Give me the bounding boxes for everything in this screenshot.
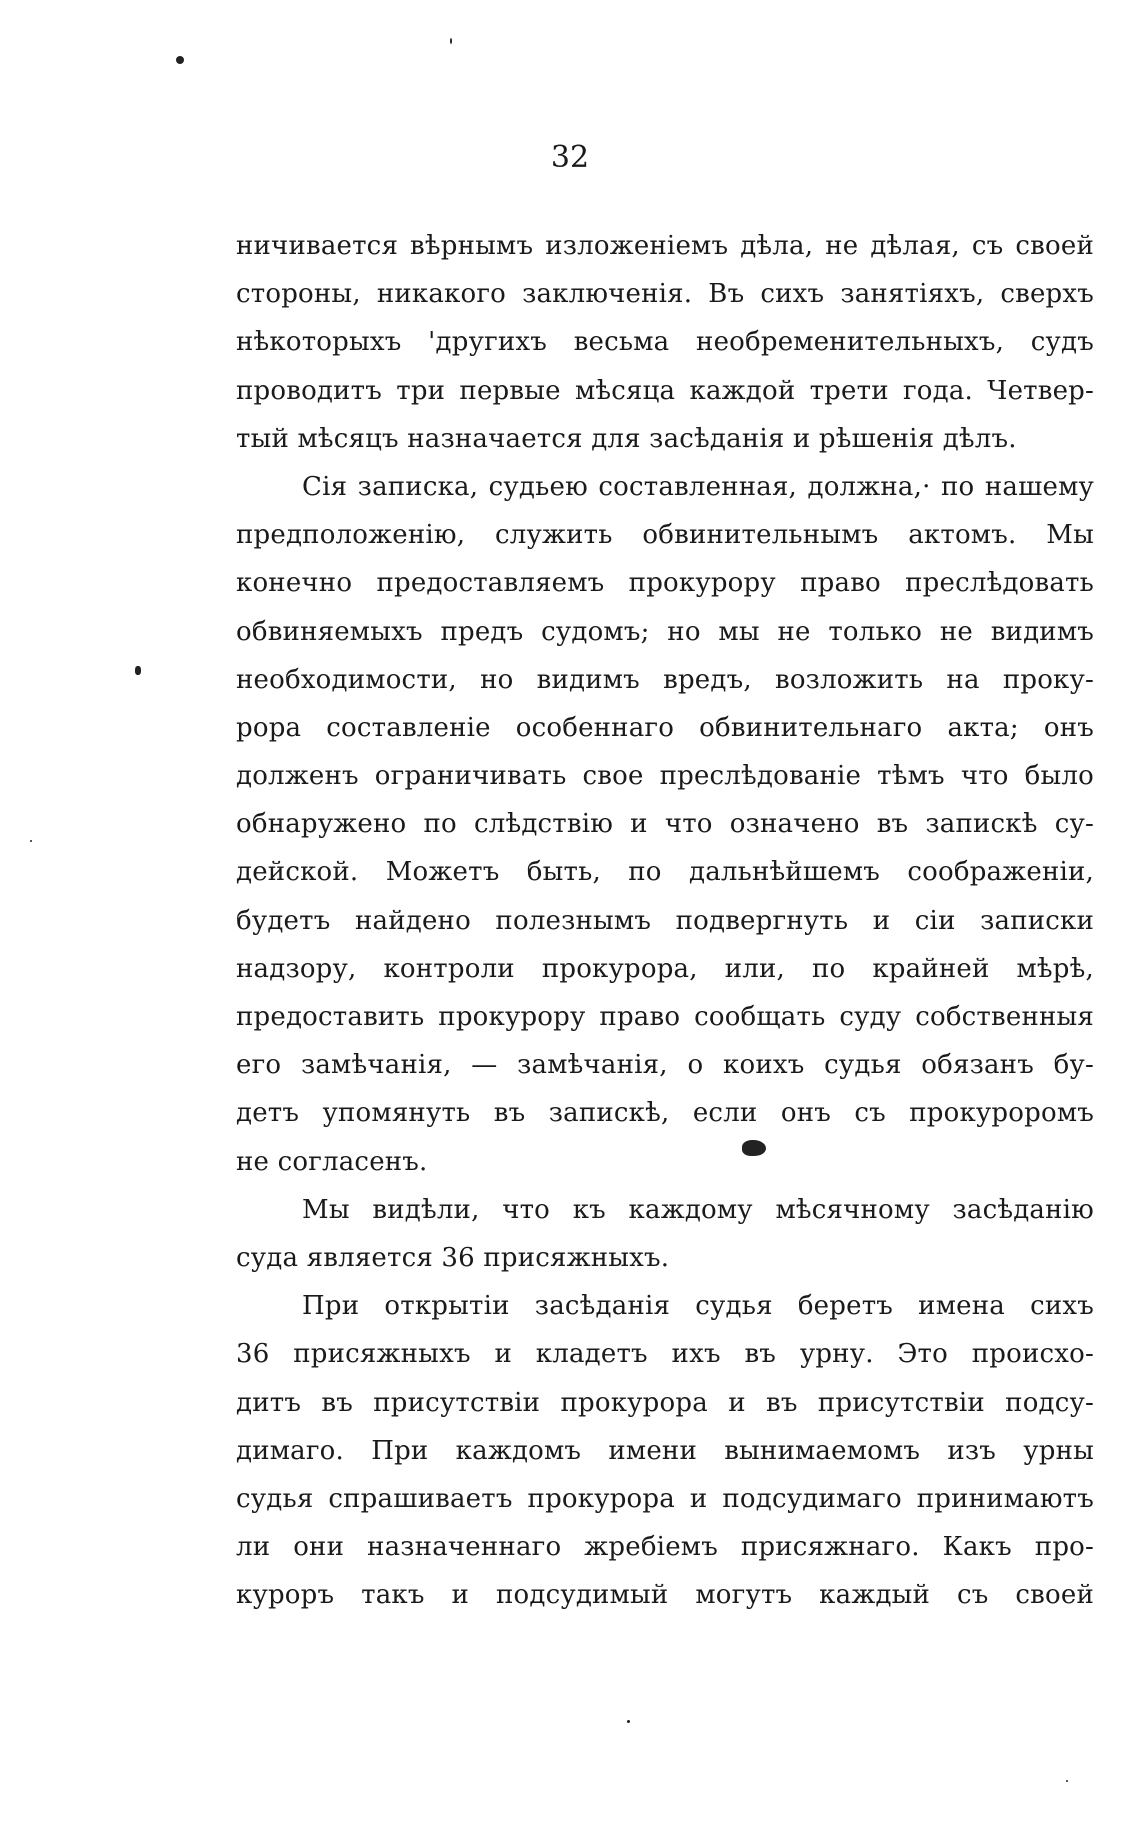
ink-speck [742,1140,766,1156]
text-line: необходимости, но видимъ вредъ, возложить на проку- [236,664,1094,695]
text-line: тый мѣсяцъ назначается для засѣданія и рѣшенія дѣлъ. [236,423,1017,454]
text-line: ничивается вѣрнымъ изложеніемъ дѣла, не дѣлая, съ своей [236,231,1094,261]
text-line: его замѣчанія, — замѣчанія, о коихъ судья обязанъ бу- [236,1050,1094,1081]
ink-speck [176,56,184,64]
text-line: нѣкоторыхъ 'другихъ весьма необременительныхъ, судъ [236,327,1094,358]
text-line: будетъ найдено полезнымъ подвергнуть и сіи записки [236,905,1094,936]
paragraph-1 [236,222,1094,463]
text-line: ли они назначеннаго жребіемъ присяжнаго. Какъ про- [236,1532,1094,1563]
text-line: дейской. Можетъ быть, по дальнѣйшемъ соображеніи, [236,857,1094,888]
text-line: судья спрашиваетъ прокурора и подсудимаго принимаютъ [236,1483,1094,1514]
text-line: куроръ такъ и подсудимый могутъ каждый съ своей [236,1580,1094,1611]
text-line: стороны, никакого заключенія. Въ сихъ занятіяхъ, сверхъ [236,279,1094,310]
text-line: Мы видѣли, что къ каждому мѣсячному засѣданію [302,1194,1094,1225]
ink-speck [135,666,141,675]
text-line: конечно предоставляемъ прокурору право преслѣдовать [236,568,1094,599]
text-line: рора составленіе особеннаго обвинительнаго акта; онъ [236,712,1094,743]
text-line: суда является 36 присяжныхъ. [236,1242,670,1273]
ink-speck [450,38,452,44]
text-line: 36 присяжныхъ и кладетъ ихъ въ урну. Это происхо- [236,1339,1094,1370]
ink-speck [30,840,32,842]
ink-speck [1066,1780,1068,1782]
text-line: предоставить прокурору право сообщать суду собственныя [236,1002,1094,1032]
page-number: 32 [550,140,590,175]
text-line: Сія записка, судьею составленная, должна,· по нашему [302,471,1094,502]
text-line: обнаружено по слѣдствію и что означено въ запискѣ су- [236,809,1094,840]
text-line: предположенію, служить обвинительнымъ актомъ. Мы [236,520,1094,551]
text-line: дитъ въ присутствіи прокурора и въ присутствіи подсу- [236,1387,1094,1418]
text-line: не согласенъ. [236,1146,428,1177]
page-body [236,222,1094,1619]
ink-speck [627,1720,630,1723]
text-line: проводитъ три первые мѣсяца каждой трети года. Четвер- [236,375,1094,406]
paragraph-3 [236,1186,1094,1282]
paragraph-2 [236,463,1094,1186]
text-line: При открытіи засѣданія судья беретъ имена сихъ [302,1291,1094,1322]
text-line: обвиняемыхъ предъ судомъ; но мы не только не видимъ [236,616,1094,647]
text-line: надзору, контроли прокурора, или, по крайней мѣрѣ, [236,953,1094,984]
paragraph-4 [236,1282,1094,1619]
text-line: детъ упомянуть въ запискѣ, если онъ съ прокуроромъ [236,1098,1094,1129]
text-line: димаго. При каждомъ имени вынимаемомъ изъ урны [236,1435,1094,1466]
text-line: долженъ ограничивать свое преслѣдованіе тѣмъ что было [236,761,1094,792]
